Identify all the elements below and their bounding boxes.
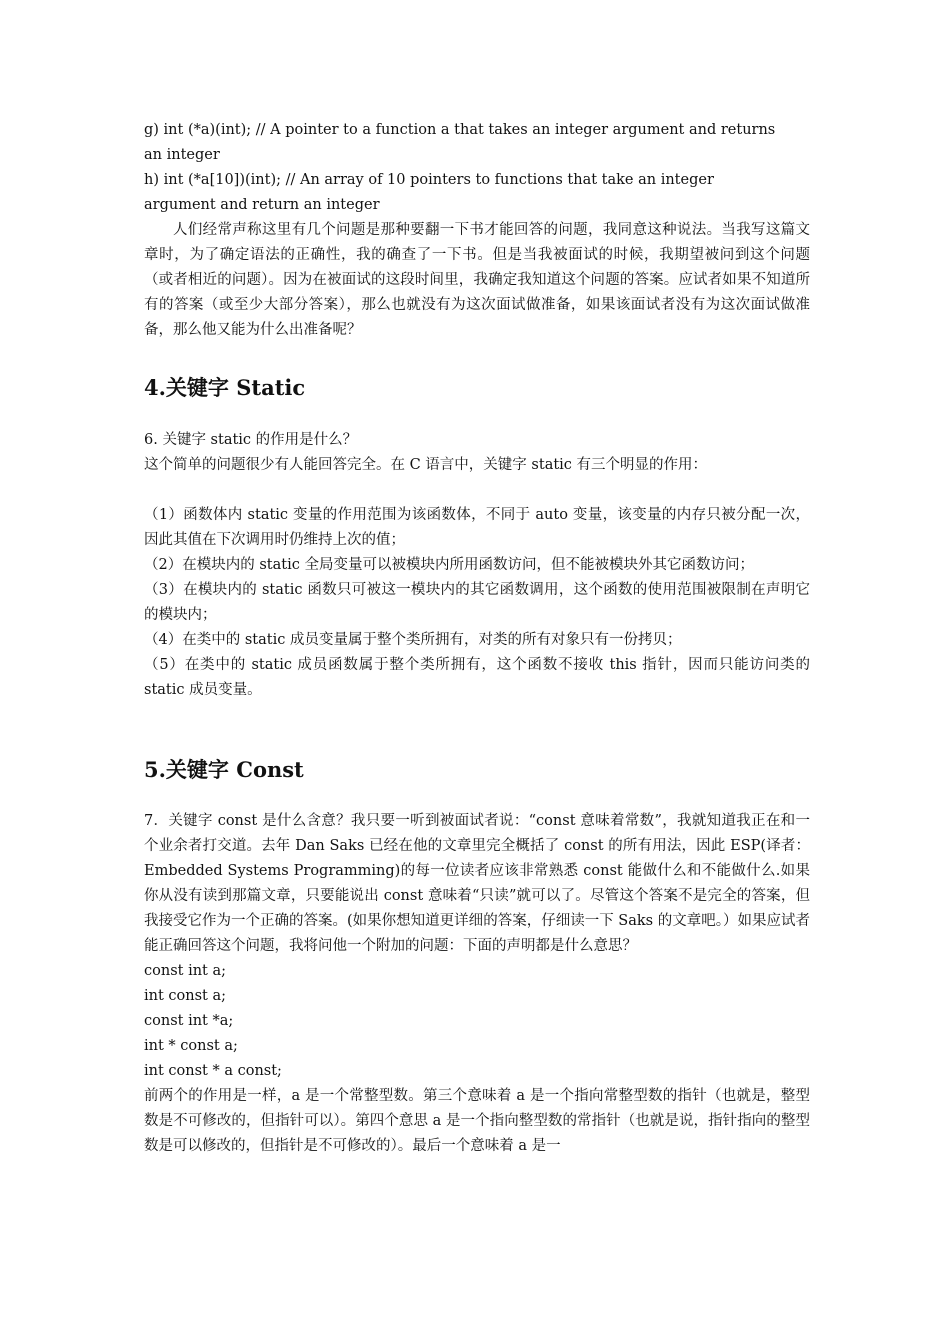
static-uses-list [144,503,810,703]
code-line: const int *a; [144,1013,234,1029]
code-line: int const a; [144,988,227,1004]
list-item: （2）在模块内的 static 全局变量可以被模块内所用函数访问，但不能被模块外其它函数访问； [144,557,754,573]
code-example-h-line1: h) int (*a[10])(int); // An array of 10 pointers to functions that take an integer [144,172,714,188]
section4-question: 6. 关键字 static 的作用是什么？ [144,432,358,448]
list-item: （5）在类中的 static 成员函数属于整个类所拥有，这个函数不接收 this 指针，因而只能访问类的 static 成员变量。 [144,657,810,698]
section5-explanation: 前两个的作用是一样，a 是一个常整型数。第三个意味着 a 是一个指向常整型数的指针（也就是，整型数是不可修改的，但指针可以）。第四个意思 a 是一个指向整型数的常指针（也就是说，指针指向的整型数是可以修改的，但指针是不可修改的）。最后一个意味着 a 是一 [144,1088,810,1154]
intro-paragraph: 人们经常声称这里有几个问题是那种要翻一下书才能回答的问题，我同意这种说法。当我写这篇文章时，为了确定语法的正确性，我的确查了一下书。但是当我被面试的时候，我期望被问到这个问题（或者相近的问题）。因为在被面试的这段时间里，我确定我知道这个问题的答案。应试者如果不知道所有的答案（或至少大部分答案），那么也就没有为这次面试做准备，如果该面试者没有为这次面试做准备，那么他又能为什么出准备呢？ [144,222,810,338]
code-line: int * const a; [144,1038,238,1054]
page-content [144,118,810,1159]
const-declarations [144,959,810,1084]
code-example-g-line1: g) int (*a)(int); // A pointer to a function a that takes an integer argument and returns [144,122,776,138]
section5-heading: 5.关键字 Const [144,757,304,782]
code-example-g-line2: an integer [144,147,220,163]
code-example-h-line2: argument and return an integer [144,197,380,213]
list-item: （1）函数体内 static 变量的作用范围为该函数体，不同于 auto 变量，该变量的内存只被分配一次，因此其值在下次调用时仍维持上次的值； [144,507,810,548]
code-line: const int a; [144,963,227,979]
section5-paragraph: 7．关键字 const 是什么含意？我只要一听到被面试者说：“const 意味着常数”，我就知道我正在和一个业余者打交道。去年 Dan Saks 已经在他的文章里完全概括了 const 的所有用法，因此 ESP(译者：Embedded Systems Programming)的每一位读者应该非常熟悉 const 能做什么和不能做什么.如果你从没有读到那篇文章，只要能说出 const 意味着“只读”就可以了。尽管这个答案不是完全的答案，但我接受它作为一个正确的答案。(如果你想知道更详细的答案，仔细读一下 Saks 的文章吧。）如果应试者能正确回答这个问题，我将问他一个附加的问题：下面的声明都是什么意思？ [144,813,810,954]
section4-heading: 4.关键字 Static [144,375,306,400]
section4-lead: 这个简单的问题很少有人能回答完全。在 C 语言中，关键字 static 有三个明显的作用： [144,457,708,473]
list-item: （3）在模块内的 static 函数只可被这一模块内的其它函数调用，这个函数的使用范围被限制在声明它的模块内； [144,582,810,623]
list-item: （4）在类中的 static 成员变量属于整个类所拥有，对类的所有对象只有一份拷贝； [144,632,682,648]
code-line: int const * a const; [144,1063,282,1079]
